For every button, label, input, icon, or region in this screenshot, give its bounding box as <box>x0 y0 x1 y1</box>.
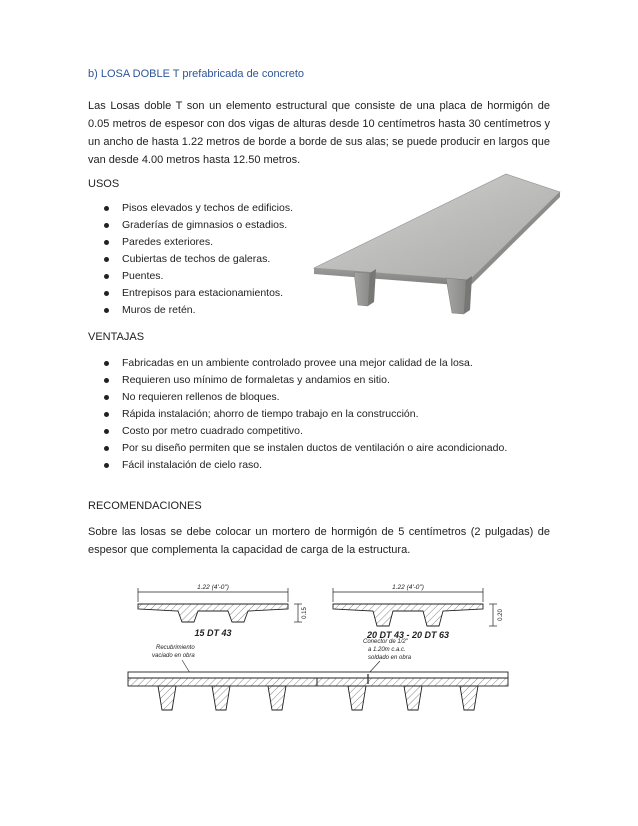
list-item: Requieren uso mínimo de formaletas y andamios en sitio. <box>100 372 507 389</box>
list-item: Rápida instalación; ahorro de tiempo trabajo en la construcción. <box>100 406 507 423</box>
left-width-label: 1.22 (4'-0") <box>197 584 229 591</box>
list-item: Costo por metro cuadrado competitivo. <box>100 423 507 440</box>
conector-label-2: a 1.20m c.a.c. <box>368 647 406 653</box>
usos-heading: USOS <box>88 178 120 190</box>
left-height-label: 0.15 <box>302 607 308 619</box>
list-item: Por su diseño permiten que se instalen ductos de ventilación o aire acondicionado. <box>100 440 507 457</box>
intro-paragraph: Las Losas doble T son un elemento estructural que consiste de una placa de hormigón de 0.05 metros de espesor con dos vigas de alturas desde 10 centímetros hasta 30 centímetros y un ancho de hasta 1.22 metros de borde a borde de sus alas; se puede producir en largos que van desde 4.00 metros hasta 12.50 metros. <box>88 100 550 166</box>
ventajas-list <box>100 355 507 474</box>
section-20dt <box>333 584 504 640</box>
recomendaciones-heading: RECOMENDACIONES <box>88 500 202 512</box>
assembled-floor-section <box>128 639 508 710</box>
list-item: Puentes. <box>100 268 293 285</box>
list-item: Fabricadas en un ambiente controlado provee una mejor calidad de la losa. <box>100 355 507 372</box>
double-t-sections-drawing <box>118 578 518 720</box>
recomendaciones-paragraph: Sobre las losas se debe colocar un mortero de hormigón de 5 centímetros (2 pulgadas) de espesor que complementa la capacidad de carga de la estructura. <box>88 526 550 556</box>
list-item: Cubiertas de techos de galeras. <box>100 251 293 268</box>
conector-label-1: Conector de 1/2" <box>363 639 408 645</box>
left-section-label: 15 DT 43 <box>194 628 232 638</box>
stem-right <box>446 278 466 314</box>
list-item: Paredes exteriores. <box>100 234 293 251</box>
list-item: No requieren rellenos de bloques. <box>100 389 507 406</box>
ventajas-heading: VENTAJAS <box>88 331 145 343</box>
section-title: b) LOSA DOBLE T prefabricada de concreto <box>88 68 305 80</box>
usos-list <box>100 200 293 319</box>
double-t-slab-image <box>310 168 562 318</box>
right-height-label: 0.20 <box>498 609 504 621</box>
section-15dt43 <box>138 584 308 638</box>
list-item: Graderías de gimnasios o estadios. <box>100 217 293 234</box>
recubrimiento-label-2: vaciado en obra <box>152 653 195 659</box>
list-item: Fácil instalación de cielo raso. <box>100 457 507 474</box>
slab-top-surface <box>314 174 560 280</box>
list-item: Muros de retén. <box>100 302 293 319</box>
right-section-label: 20 DT 43 - 20 DT 63 <box>366 630 450 640</box>
stem-left <box>354 272 370 306</box>
recubrimiento-label-1: Recubrimiento <box>156 645 195 651</box>
right-width-label: 1.22 (4'-0") <box>392 584 424 591</box>
conector-label-3: soldado en obra <box>368 655 412 661</box>
list-item: Pisos elevados y techos de edificios. <box>100 200 293 217</box>
list-item: Entrepisos para estacionamientos. <box>100 285 293 302</box>
